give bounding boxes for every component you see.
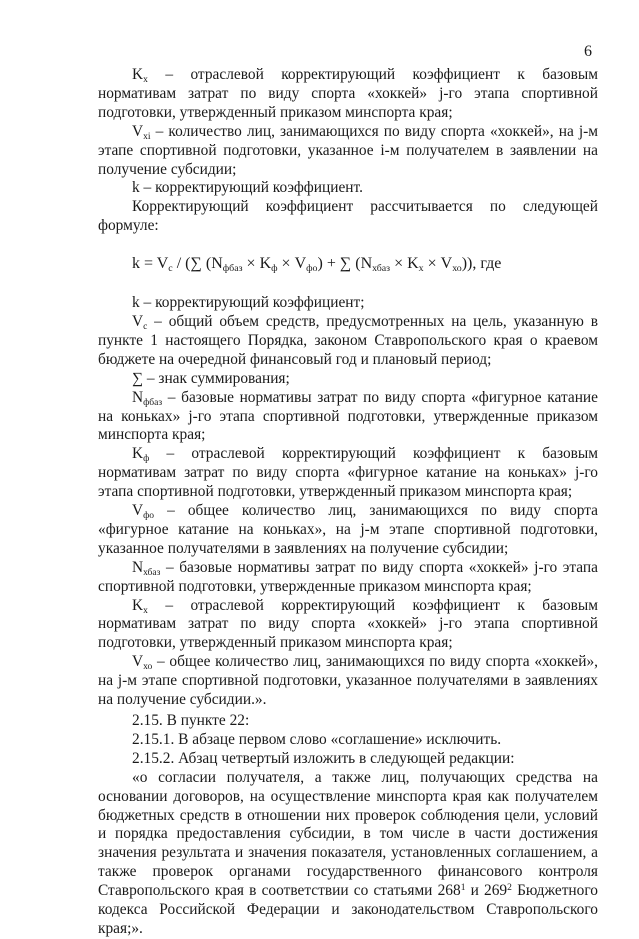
amended-paragraph xyxy=(98,769,598,939)
formula-part: )), где xyxy=(461,255,502,273)
article-superscript: 1 xyxy=(460,881,466,893)
formula-subscript: фо xyxy=(306,263,318,275)
symbol-subscript: хi xyxy=(143,130,151,142)
symbol: V xyxy=(132,653,144,671)
formula-part: k = V xyxy=(132,255,169,273)
symbol: N xyxy=(132,388,144,406)
definition-text: – отраслевой корректирующий коэффициент к базовым нормативам затрат по виду спорта «фигурное катание на коньках» j-го этапа спортивной подготовки, утвержденный приказом минспорта края; xyxy=(98,445,598,501)
formula-subscript: ф xyxy=(271,263,278,275)
definition-vxi xyxy=(98,123,598,180)
clause-2-15: 2.15. В пункте 22: xyxy=(132,712,250,729)
formula-part: × V xyxy=(277,255,307,273)
definition-kf xyxy=(98,445,598,502)
definition-text: – общее количество лиц, занимающихся по виду спорта «хоккей», на j-м этапе спортивной подготовки, указанное получателями в заявлениях на получение субсидии.». xyxy=(98,653,598,709)
definition-text: – отраслевой корректирующий коэффициент к базовым нормативам затрат по виду спорта «хоккей» j-го этапа спортивной подготовки, утвержденный приказом минспорта края; xyxy=(98,66,598,121)
article-superscript: 2 xyxy=(507,881,512,893)
page-number: 6 xyxy=(584,43,592,60)
definition-kx-second xyxy=(98,597,598,654)
formula-subscript: хбаз xyxy=(372,263,391,275)
symbol-subscript: c xyxy=(143,320,148,332)
formula-subscript: фбаз xyxy=(222,263,243,275)
symbol: N xyxy=(132,558,144,576)
formula-part: × K xyxy=(390,255,419,273)
symbol: K xyxy=(132,66,144,83)
clause-2-15-2: 2.15.2. Абзац четвертый изложить в следующей редакции: xyxy=(132,749,515,767)
definition-sum: ∑ – знак суммирования; xyxy=(132,369,290,387)
definition-text: – общее количество лиц, занимающихся по виду спорта «фигурное катание на коньках», на j-м этапе спортивной подготовки, указанное получателями в заявлениях на получение субсидии; xyxy=(98,502,598,557)
definition-text: – общий объем средств, предусмотренных на цель, указанную в пункте 1 настоящего Порядка, законом Ставропольского края о краевом бюджете на очередной финансовый год и плановый период; xyxy=(98,312,598,368)
definition-kx xyxy=(98,66,598,123)
amended-text: Бюджетного кодекса Российской Федерации и законодательством Ставропольского края;». xyxy=(98,882,598,937)
symbol: K xyxy=(132,445,144,463)
definition-nxbaz xyxy=(98,559,598,597)
definition-text: – количество лиц, занимающихся по виду спорта «хоккей», на j-м этапе спортивной подготовки, указанное i-м получателем в заявлении на получение субсидии; xyxy=(98,122,598,178)
formula-part: × K xyxy=(242,255,272,273)
symbol-subscript: хо xyxy=(143,661,153,673)
definition-vfo xyxy=(98,502,598,559)
definition-text: – отраслевой корректирующий коэффициент к базовым нормативам затрат по виду спорта «хоккей» j-го этапа спортивной подготовки, утвержденный приказом минспорта края; xyxy=(98,596,598,652)
formula-part: ) + ∑ (N xyxy=(317,255,373,273)
amended-text: и 269 xyxy=(465,882,508,900)
formula xyxy=(98,255,598,274)
definition-text: – базовые нормативы затрат по виду спорта «хоккей» j-го этапа спортивной подготовки, утвержденные приказом минспорта края; xyxy=(98,558,598,595)
formula-intro: Корректирующий коэффициент рассчитывается по следующей формуле: xyxy=(98,198,598,235)
symbol: K xyxy=(132,596,144,614)
definition-nfbaz xyxy=(98,389,598,446)
symbol: V xyxy=(132,122,144,140)
definition-k-repeat: k – корректирующий коэффициент; xyxy=(132,294,365,312)
symbol-subscript: фбаз xyxy=(143,396,163,408)
formula-subscript: хо xyxy=(452,263,462,275)
formula-subscript: х xyxy=(418,263,424,275)
symbol-subscript: х xyxy=(143,73,148,85)
formula-part: × V xyxy=(423,255,453,273)
symbol-subscript: хбаз xyxy=(143,566,161,578)
definition-vxo xyxy=(98,653,598,710)
symbol-subscript: ф xyxy=(143,453,150,465)
definition-vc xyxy=(98,313,598,370)
document-body xyxy=(98,66,598,939)
amended-text: «о согласии получателя, а также лиц, получающих средства на основании договоров, на осуществление минспорта края как получателем бюджетных средств в отношении них проверок соблюдения цели, условий и порядка предоставления субсидии, в том числе в части достижения значения результата и значения показателя, установленных соглашением, а также проверок органами государственного финансового контроля Ставропольского края в соответствии со статьями 268 xyxy=(98,768,598,900)
formula-part: / (∑ (N xyxy=(172,255,223,273)
symbol-subscript: фо xyxy=(143,509,155,521)
definition-k: k – корректирующий коэффициент. xyxy=(132,179,363,197)
clause-2-15-1: 2.15.1. В абзаце первом слово «соглашение» исключить. xyxy=(132,730,502,748)
symbol-subscript: х xyxy=(143,604,148,616)
symbol: V xyxy=(132,502,144,520)
formula-subscript: c xyxy=(168,263,173,275)
definition-text: – базовые нормативы затрат по виду спорта «фигурное катание на коньках» j-го этапа спортивной подготовки, утвержденные приказом минспорта края; xyxy=(98,388,598,444)
symbol: V xyxy=(132,312,144,330)
